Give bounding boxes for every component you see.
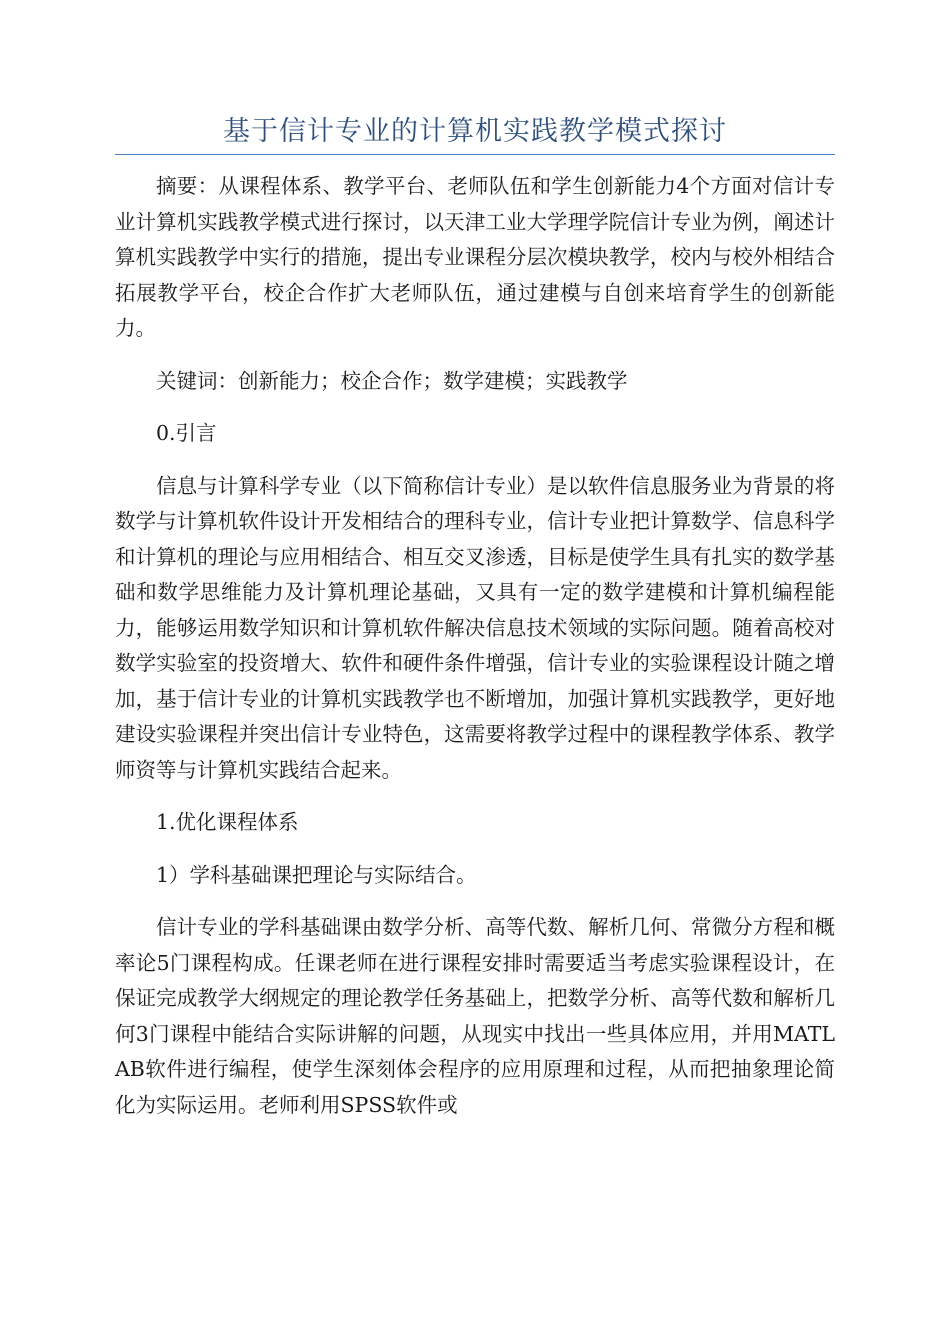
section-heading-curriculum: 1.优化课程体系 [156, 810, 299, 834]
abstract-paragraph: 摘要：从课程体系、教学平台、老师队伍和学生创新能力4个方面对信计专业计算机实践教学模式进行探讨，以天津工业大学理学院信计专业为例，阐述计算机实践教学中实行的措施，提出专业课程分层次模块教学，校内与校外相结合拓展教学平台，校企合作扩大老师队伍，通过建模与自创来培育学生的创新能力。 [115, 174, 835, 340]
document-title: 基于信计专业的计算机实践教学模式探讨 [115, 112, 835, 155]
body-paragraph: 信计专业的学科基础课由数学分析、高等代数、解析几何、常微分方程和概率论5门课程构成。任课老师在进行课程安排时需要适当考虑实验课程设计，在保证完成教学大纲规定的理论教学任务基础上，把数学分析、高等代数和解析几何3门课程中能结合实际讲解的问题，从现实中找出一些具体应用，并用MATLAB软件进行编程，使学生深刻体会程序的应用原理和过程，从而把抽象理论简化为实际运用。老师利用SPSS软件或 [115, 915, 835, 1117]
subsection-heading: 1）学科基础课把理论与实际结合。 [156, 862, 477, 887]
body-paragraph: 信息与计算科学专业（以下简称信计专业）是以软件信息服务业为背景的将数学与计算机软件设计开发相结合的理科专业，信计专业把计算数学、信息科学和计算机的理论与应用相结合、相互交叉渗透，目标是使学生具有扎实的数学基础和数学思维能力及计算机理论基础，又具有一定的数学建模和计算机编程能力，能够运用数学知识和计算机软件解决信息技术领域的实际问题。随着高校对数学实验室的投资增大、软件和硬件条件增强，信计专业的实验课程设计随之增加，基于信计专业的计算机实践教学也不断增加，加强计算机实践教学，更好地建设实验课程并突出信计专业特色，这需要将教学过程中的课程教学体系、教学师资等与计算机实践结合起来。 [115, 473, 835, 782]
section-heading-introduction: 0.引言 [156, 421, 217, 445]
document-page [115, 112, 835, 1140]
keywords-paragraph: 关键词：创新能力；校企合作；数学建模；实践教学 [156, 368, 628, 393]
